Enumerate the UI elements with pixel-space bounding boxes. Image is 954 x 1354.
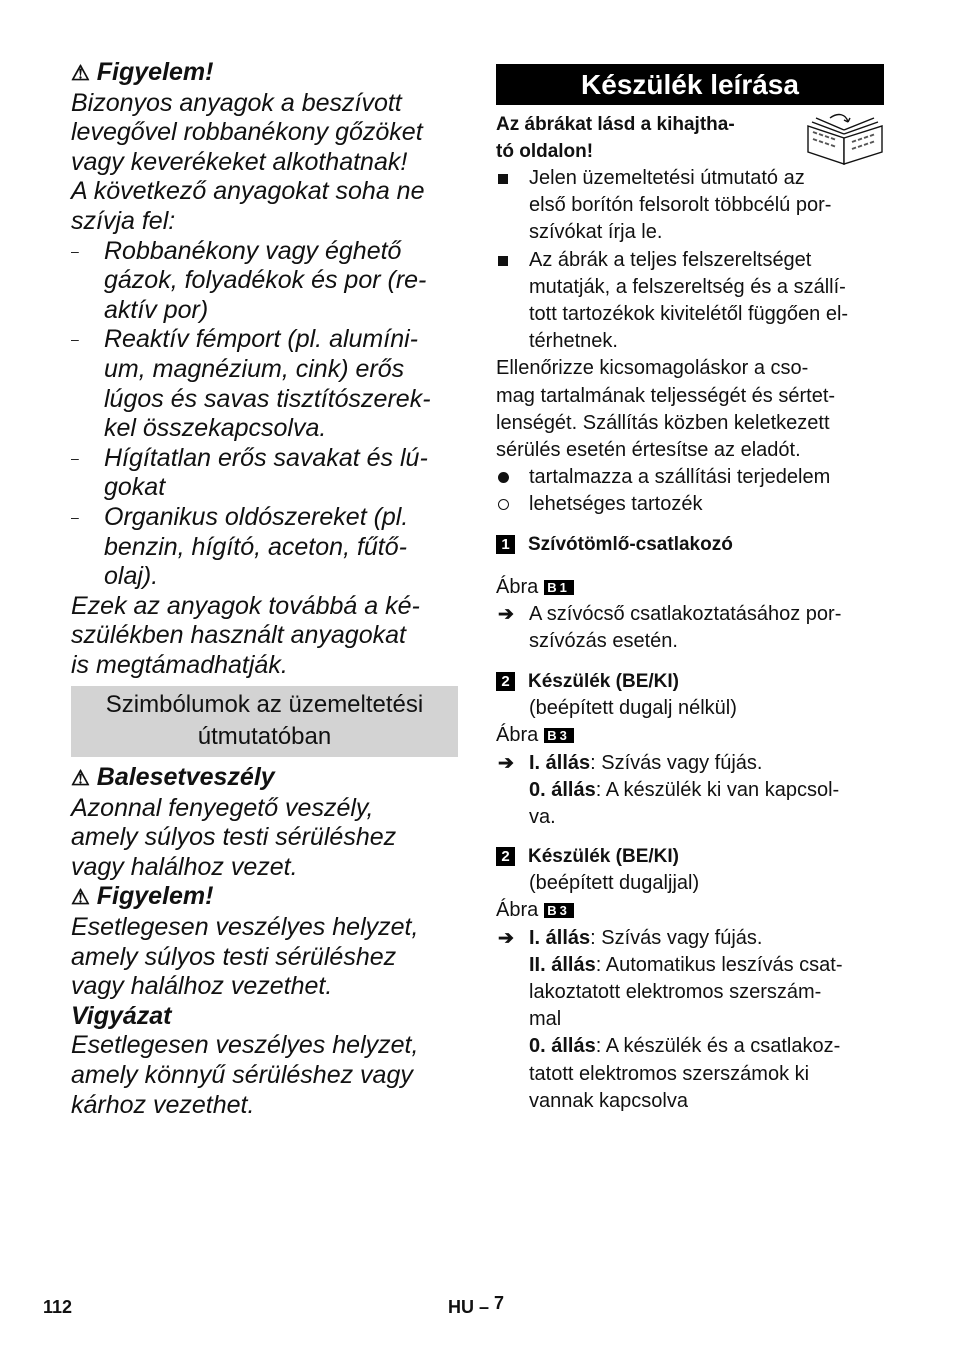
section-title: Készülék leírása <box>496 64 884 105</box>
symbols-section-heading: Szimbólumok az üzemeltetési útmutatóban <box>71 686 458 757</box>
figure-reference: B3 <box>544 903 574 918</box>
component-item-2: 2 Készülék (BE/KI) (beépített dugalj nélkül) Ábra B3 ➔ I. állás: Szívás vagy fújás. 0. állás: A készülék ki van kapcsol- va. <box>496 671 840 829</box>
warning-heading <box>71 58 461 89</box>
component-item-3: 2 Készülék (BE/KI) (beépített dugaljjal) Ábra B3 ➔ I. állás: Szívás vagy fújás. II. állás: Automatikus leszívás csat- lakoztatott elektromos szerszám- mal 0. állás: A készülék és a csatlakoz- tatott elektromos szerszámok ki vannak kapcsolva <box>496 846 843 1112</box>
arrow-right-icon: ➔ <box>498 752 514 774</box>
legend-optional: lehetséges tartozék <box>496 491 888 518</box>
list-item: Az ábrák a teljes felszereltséget mutatják, a felszereltség és a szállí- tott tartozékok kivitelétől függően el- térhetnek. <box>496 247 888 356</box>
caution-heading: Vigyázat <box>71 1001 172 1030</box>
warning-text-line: vagy keverékeket alkothatnak! <box>71 147 408 176</box>
see-figures-note: Az ábrákat lásd a kihajtha- tó oldalon! <box>496 114 735 162</box>
hazard-list <box>71 237 461 592</box>
warning-triangle-icon: ⚠ <box>71 62 90 85</box>
list-item: – Organikus oldószereket (pl. benzin, hígító, aceton, fűtő- olaj). <box>71 502 409 591</box>
square-bullet-icon <box>498 174 508 184</box>
list-item: – Robbanékony vagy éghető gázok, folyadékok és por (re- aktív por) <box>71 236 427 324</box>
arrow-right-icon: ➔ <box>498 604 514 626</box>
warning-text-line: levegővel robbanékony gőzöket <box>71 118 423 147</box>
warning-text-line: Bizonyos anyagok a beszívott <box>71 88 402 117</box>
component-title: Szívótömlő-csatlakozó <box>528 534 733 555</box>
filled-circle-icon <box>498 472 509 483</box>
warning-closing-line: szülékben használt anyagokat <box>71 621 406 650</box>
component-item-1 <box>496 531 888 558</box>
symbols-block: ⚠ Balesetveszély Azonnal fenyegető veszély, amely súlyos testi sérüléshez vagy halálhoz vezet. ⚠ Figyelem! Esetlegesen veszélyes helyzet, amely súlyos testi sérüléshez vagy halálhoz vezethet. Vigyázat Esetlegesen veszélyes helyzet, amely könnyű sérüléshez vagy kárhoz vezethet. <box>71 763 461 1120</box>
fold-out-book-icon <box>804 112 886 166</box>
legend-included: tartalmazza a szállítási terjedelem <box>496 464 888 491</box>
warning-triangle-icon: ⚠ <box>71 767 90 790</box>
figure-reference: B1 <box>544 580 574 595</box>
arrow-right-icon: ➔ <box>498 927 514 949</box>
component-title: Készülék (BE/KI) <box>528 671 679 692</box>
warning-closing-line: Ezek az anyagok továbbá a ké- <box>71 591 420 620</box>
item-number-badge: 1 <box>496 535 515 554</box>
page-number: 112 <box>43 1297 73 1317</box>
check-paragraph: Ellenőrizze kicsomagoláskor a cso- mag tartalmának teljességét és sértet- lenségét. Szállítás közben keletkezett sérülés esetén értesítse az eladót. <box>496 357 836 462</box>
open-circle-icon <box>498 499 509 510</box>
item-number-badge: 2 <box>496 847 515 866</box>
warning-triangle-icon: ⚠ <box>71 886 90 910</box>
square-bullet-icon <box>498 256 508 266</box>
page-language-code: HU – 7 <box>448 1293 505 1317</box>
warning-closing-line: is megtámadhatják. <box>71 650 288 679</box>
warning-heading-text: Figyelem! <box>96 58 214 86</box>
warning-block-1 <box>71 58 461 680</box>
list-item: – Reaktív fémport (pl. alumíni- um, magnézium, cink) erős lúgos és savas tisztítószerek- kel összekapcsolva. <box>71 325 431 443</box>
danger-heading: ⚠ Balesetveszély <box>71 763 275 791</box>
warning-text-line: szívja fel: <box>71 206 176 235</box>
item-number-badge: 2 <box>496 672 515 691</box>
warning-text-line: A következő anyagokat soha ne <box>71 177 425 206</box>
warning-heading: ⚠ Figyelem! <box>71 882 214 911</box>
component-item-1-details: Ábra B1 ➔ A szívócső csatlakoztatásához por- szívózás esetén. <box>496 576 842 653</box>
description-body <box>496 165 888 519</box>
list-item: – Hígítatlan erős savakat és lú- gokat <box>71 443 428 502</box>
component-title: Készülék (BE/KI) <box>528 846 679 867</box>
list-item: Jelen üzemeltetési útmutató az első borítón felsorolt többcélú por- szívókat írja le. <box>496 165 888 247</box>
figure-reference: B3 <box>544 728 574 743</box>
